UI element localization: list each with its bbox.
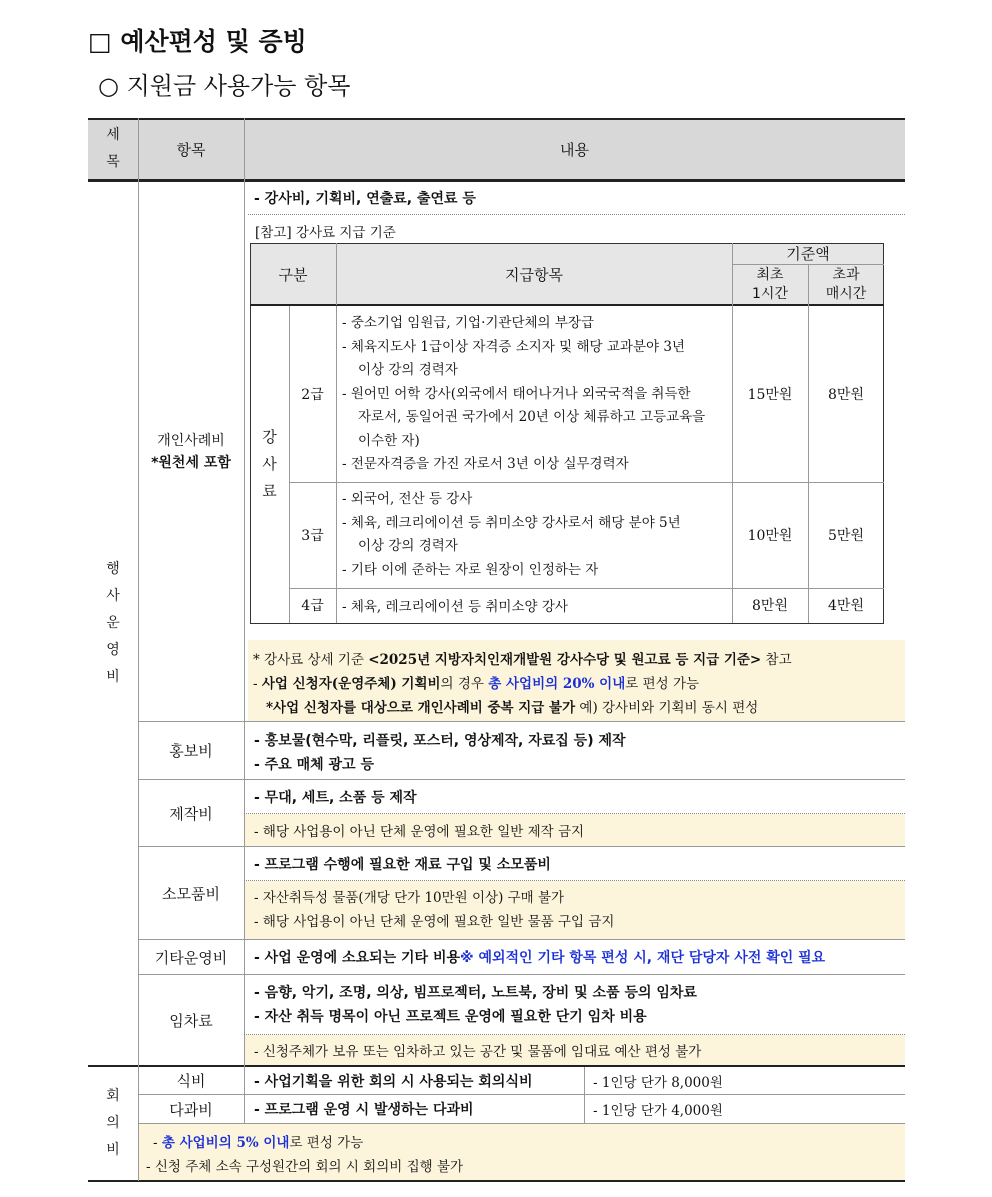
grade-3-first: 10만원 <box>747 528 793 544</box>
grade-3-extra: 5만원 <box>828 528 864 544</box>
grade-4-first: 8만원 <box>752 598 788 614</box>
category-event: 행 사 운 영 비 <box>106 561 120 685</box>
inner-header-extra: 초과 매시간 <box>825 266 867 302</box>
production-note: - 해당 사업용이 아닌 단체 운영에 필요한 일반 제작 금지 <box>254 824 585 840</box>
promo-lines: - 홍보물(현수막, 리플릿, 포스터, 영상제작, 자료집 등) 제작 - 주요 매체 광고 등 <box>254 733 626 773</box>
item-production: 제작비 <box>169 804 213 823</box>
grade-2: 2급 <box>301 387 324 403</box>
inner-header-items: 지급항목 <box>505 265 563 284</box>
grade-3-items: - 외국어, 전산 등 강사 - 체육, 레크리에이션 등 취미소양 강사로서 해당 분야 5년 이상 강의 경력자 - 기타 이에 준하는 자로 원장이 인정하는 자 <box>342 491 681 578</box>
section-title: □ 예산편성 및 증빙 <box>88 27 307 56</box>
grade-4: 4급 <box>301 598 324 614</box>
tea-desc: - 프로그램 운영 시 발생하는 다과비 <box>254 1102 474 1118</box>
rental-note: - 신청주체가 보유 또는 임차하고 있는 공간 및 물품에 임대료 예산 편성 불가 <box>254 1044 702 1060</box>
category-meeting: 회 의 비 <box>106 1088 120 1158</box>
tea-price: - 1인당 단가 4,000원 <box>593 1103 723 1119</box>
item-supplies: 소모품비 <box>162 884 220 903</box>
personal-line1: - 강사비, 기획비, 연출료, 출연료 등 <box>254 191 476 207</box>
personal-note-2: - 사업 신청자(운영주체) 기획비의 경우 총 사업비의 20% 이내로 편성 가능 <box>253 676 700 692</box>
item-meal: 식비 <box>176 1072 206 1090</box>
other-line: - 사업 운영에 소요되는 기타 비용 ※ 예외적인 기타 항목 편성 시, 재단 담당자 사전 확인 필요 <box>254 950 826 966</box>
grade-2-first: 15만원 <box>747 387 793 403</box>
inner-header-first: 최초 1시간 <box>752 266 788 302</box>
inner-side-label: 강 사 료 <box>262 427 277 500</box>
header-item: 항목 <box>176 140 206 159</box>
meeting-note-1: - 총 사업비의 5% 이내로 편성 가능 <box>153 1135 364 1151</box>
item-rental: 임차료 <box>169 1011 213 1030</box>
meal-desc: - 사업기획을 위한 회의 시 사용되는 회의식비 <box>254 1073 533 1090</box>
reference-title: [참고] 강사료 지급 기준 <box>255 225 396 241</box>
item-other: 기타운영비 <box>154 948 228 967</box>
grade-4-extra: 4만원 <box>828 598 864 614</box>
supplies-notes: - 자산취득성 물품(개당 단가 10만원 이상) 구매 불가 - 해당 사업용이 아닌 단체 운영에 필요한 일반 물품 구입 금지 <box>254 890 615 930</box>
production-line: - 무대, 세트, 소품 등 제작 <box>254 790 417 806</box>
grade-2-extra: 8만원 <box>828 387 864 403</box>
inner-header-gubun: 구분 <box>278 265 308 284</box>
meal-price: - 1인당 단가 8,000원 <box>593 1074 723 1091</box>
grade-2-items: - 중소기업 임원급, 기업·기관단체의 부장급 - 체육지도사 1급이상 자격증 소지자 및 해당 교과분야 3년 이상 강의 경력자 - 원어민 어학 강사(외국에서 태어나거나 외국국적을 취득한 자로서, 동일어권 국가에서 20년 이상 체류하고 고등교육을 이수한 자) - 전문자격증을 가진 자로서 3년 이상 실무경력자 <box>342 315 706 472</box>
item-tea: 다과비 <box>169 1100 213 1119</box>
grade-4-items: - 체육, 레크리에이션 등 취미소양 강사 <box>342 599 568 615</box>
item-personal: 개인사례비 *원천세 포함 <box>151 432 231 471</box>
personal-note-1: * 강사료 상세 기준 <2025년 지방자치인재개발원 강사수당 및 원고료 등 지급 기준> 참고 <box>253 652 792 668</box>
rental-lines: - 음향, 악기, 조명, 의상, 빔프로젝터, 노트북, 장비 및 소품 등의 임차료 - 자산 취득 명목이 아닌 프로젝트 운영에 필요한 단기 임차 비용 <box>254 985 697 1025</box>
supplies-line: - 프로그램 수행에 필요한 재료 구입 및 소모품비 <box>254 856 551 873</box>
header-category: 세 목 <box>106 127 120 170</box>
grade-3: 3급 <box>301 528 324 544</box>
header-content: 내용 <box>560 140 589 159</box>
meeting-note-2: - 신청 주체 소속 구성원간의 회의 시 회의비 집행 불가 <box>146 1159 464 1175</box>
section-subtitle: ○ 지원금 사용가능 항목 <box>98 72 351 100</box>
personal-note-3: *사업 신청자를 대상으로 개인사례비 중복 지급 불가 예) 강사비와 기획비 동시 편성 <box>266 700 759 716</box>
item-promo: 홍보비 <box>169 742 213 760</box>
inner-header-base: 기준액 <box>786 245 830 263</box>
